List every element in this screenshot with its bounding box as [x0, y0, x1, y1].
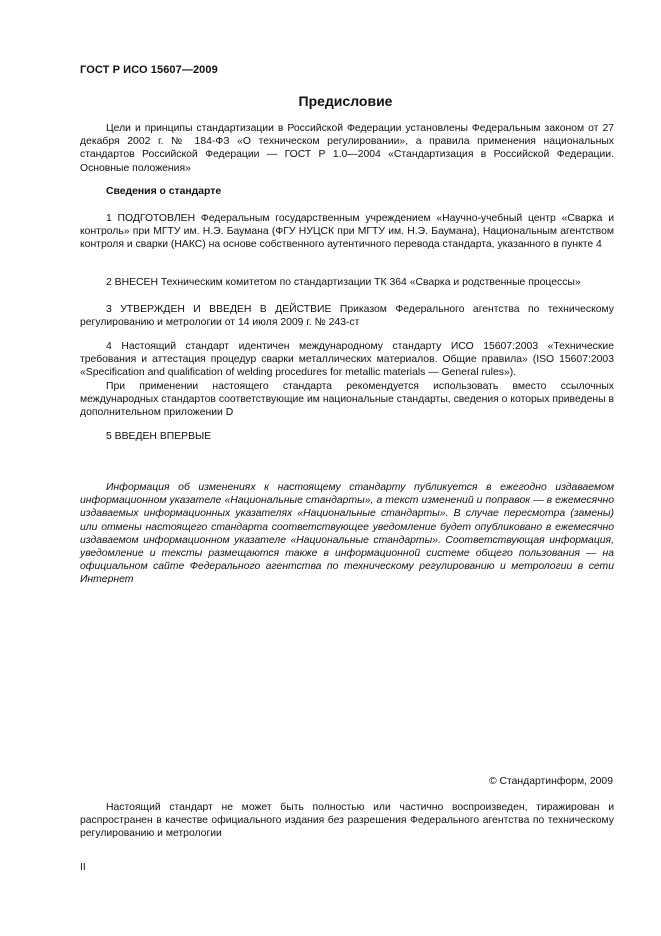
item-4-note-paragraph: При применении настоящего стандарта рекомендуется использовать вместо ссылочных международных стандартов соответствующие им национальные стандарты, сведения о которых приведены в дополнительном приложении D [80, 381, 614, 419]
item-5-paragraph: 5 ВВЕДЕН ВПЕРВЫЕ [106, 431, 212, 442]
item-3-paragraph: 3 УТВЕРЖДЕН И ВВЕДЕН В ДЕЙСТВИЕ Приказом Федерального агентства по техническому регулированию и метрологии от 14 июля 2009 г. № 243-ст [80, 304, 614, 329]
info-heading: Сведения о стандарте [106, 186, 222, 197]
rights-paragraph: Настоящий стандарт не может быть полностью или частично воспроизведен, тиражирован и распространен в качестве официального издания без разрешения Федерального агентства по техническому регулированию и метрологии [80, 802, 614, 840]
item-4-paragraph: 4 Настоящий стандарт идентичен международному стандарту ИСО 15607:2003 «Технические требования и аттестация процедур сварки металлических материалов. Общие правила» (ISO 15607:2003 «Specification and qualification of welding procedures for metallic materials — General rules»). [80, 341, 614, 379]
notice-paragraph: Информация об изменениях к настоящему стандарту публикуется в ежегодно издаваемом информационном указателе «Национальные стандарты», а текст изменений и поправок — в ежемесячно издаваемых информационных указателях «Национальные стандарты». В случае пересмотра (замены) или отмены настоящего стандарта соответствующее уведомление будет опубликовано в ежемесячно издаваемом информационном указателе «Национальные стандарты». Соответствующая информация, уведомление и тексты размещаются также в информационной системе общего пользования — на официальном сайте Федерального агентства по техническому регулированию и метрологии в сети Интернет [80, 482, 614, 586]
page-title: Предисловие [298, 93, 393, 109]
document-header: ГОСТ Р ИСО 15607—2009 [80, 64, 218, 76]
intro-paragraph: Цели и принципы стандартизации в Российской Федерации установлены Федеральным законом от 27 декабря 2002 г. № 184-ФЗ «О техническом регулировании», а правила применения национальных стандартов Российской Федерации — ГОСТ Р 1.0—2004 «Стандартизация в Российской Федерации. Основные положения» [80, 123, 614, 174]
page-number: II [80, 862, 86, 873]
item-1-paragraph: 1 ПОДГОТОВЛЕН Федеральным государственным учреждением «Научно-учебный центр «Сварка и контроль» при МГТУ им. Н.Э. Баумана (ФГУ НУЦСК при МГТУ им. Н.Э. Баумана), Национальным агентством контроля и сварки (НАКС) на основе собственного аутентичного перевода стандарта, указанного в пункте 4 [80, 213, 614, 251]
copyright-line: © Стандартинформ, 2009 [488, 776, 613, 787]
item-2-paragraph: 2 ВНЕСЕН Техническим комитетом по стандартизации ТК 364 «Сварка и родственные процессы» [106, 277, 581, 288]
